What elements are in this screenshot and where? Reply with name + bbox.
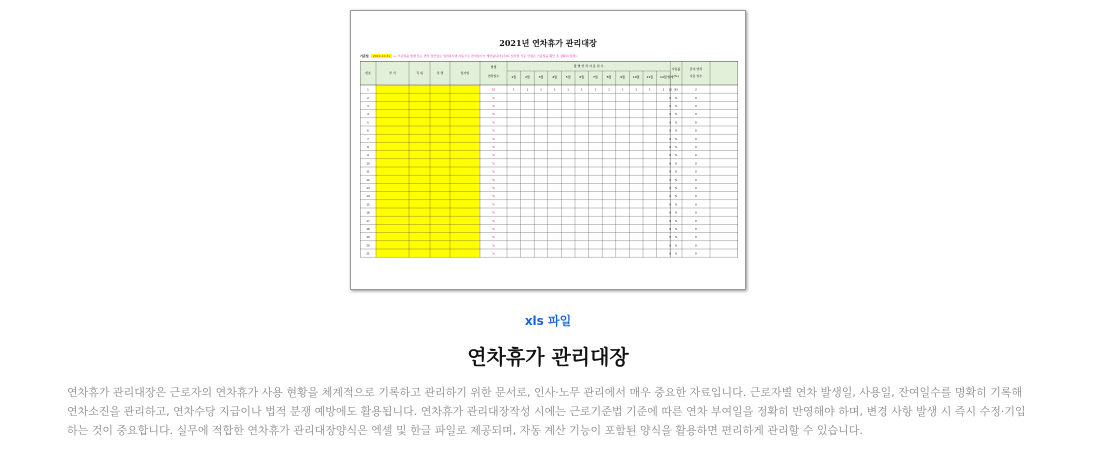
row-annual-days: 15	[491, 88, 496, 92]
row-number: 15	[366, 203, 370, 207]
row-annual-days: %	[492, 178, 495, 182]
row-total: 0	[669, 178, 672, 182]
row-total: 0	[669, 96, 672, 100]
row-remaining: 0	[695, 162, 697, 166]
row-annual-days: %	[492, 113, 495, 117]
row-annual-days: %	[492, 129, 495, 133]
row-number: 5	[367, 121, 369, 125]
row-number: 20	[366, 244, 370, 248]
row-usage-rate: %	[674, 170, 678, 174]
row-total: 0	[669, 113, 672, 117]
row-number: 18	[366, 227, 370, 231]
row-total: 0	[669, 121, 672, 125]
header-annual-top: 발생	[490, 65, 497, 69]
row-remaining: 0	[695, 252, 697, 256]
header-month: 11월	[646, 75, 654, 79]
row-annual-days: %	[492, 227, 495, 231]
header-month: 7월	[592, 75, 598, 79]
row-usage-rate: %	[674, 113, 678, 117]
row-remaining: 0	[695, 244, 697, 248]
row-annual-days: %	[492, 252, 495, 256]
row-total: 0	[669, 104, 672, 108]
leave-ledger-table	[360, 61, 738, 270]
row-annual-days: %	[492, 121, 495, 125]
file-type-link[interactable]: xls 파일	[524, 314, 572, 328]
header-total: 합계	[667, 75, 674, 79]
row-total: 0	[669, 154, 672, 158]
header-month: 6월	[579, 75, 585, 79]
document-title: 2021년 연차휴가 관리대장	[499, 38, 597, 48]
row-remaining: 0	[695, 137, 697, 141]
row-number: 11	[366, 170, 370, 174]
row-monthly-value: 1	[567, 88, 569, 92]
row-remaining: 0	[695, 129, 697, 133]
row-annual-days: %	[492, 162, 495, 166]
row-usage-rate: %	[674, 137, 678, 141]
row-remaining: 0	[695, 211, 697, 215]
row-remaining: 0	[695, 96, 697, 100]
row-usage-rate: %	[674, 244, 678, 248]
row-remaining: 0	[695, 145, 697, 149]
row-usage-rate: %	[674, 154, 678, 158]
row-number: 1	[367, 88, 369, 92]
header-month: 5월	[565, 75, 571, 79]
row-annual-days: %	[492, 195, 495, 199]
row-remaining: 0	[695, 195, 697, 199]
row-total: 0	[669, 137, 672, 141]
row-number: 12	[366, 178, 370, 182]
row-monthly-value: 1	[621, 88, 624, 92]
row-total: 13	[668, 88, 672, 92]
row-annual-days: %	[492, 137, 495, 141]
row-usage-rate: %	[674, 121, 678, 125]
row-number: 10	[366, 162, 370, 166]
header-join-date: 입사일	[460, 71, 470, 75]
row-remaining: 0	[695, 121, 697, 125]
row-usage-rate: %	[674, 178, 678, 182]
row-remaining: 0	[695, 203, 697, 207]
row-total: 0	[669, 195, 672, 199]
row-total: 0	[669, 186, 672, 190]
row-usage-rate: %	[674, 96, 678, 100]
header-month: 1월	[511, 75, 517, 79]
row-total: 0	[669, 252, 672, 256]
row-number: 3	[367, 104, 369, 108]
row-total: 0	[669, 162, 672, 166]
row-number: 13	[366, 186, 370, 190]
row-remaining: 0	[695, 236, 697, 240]
row-number: 14	[366, 195, 370, 199]
row-annual-days: %	[492, 104, 495, 108]
row-monthly-value: 1	[594, 88, 597, 92]
row-annual-days: %	[492, 96, 495, 100]
row-usage-rate: %	[674, 227, 678, 231]
input-columns-bg	[376, 85, 480, 257]
row-annual-days: %	[492, 211, 495, 215]
row-remaining: 2	[695, 88, 697, 92]
header-month: 10월	[632, 75, 640, 79]
row-usage-rate: %	[674, 162, 678, 166]
row-total: 0	[669, 236, 672, 240]
row-usage-rate: %	[674, 236, 678, 240]
row-total: 0	[669, 129, 672, 133]
header-month: 9월	[620, 75, 626, 79]
row-monthly-value: 1	[649, 88, 651, 92]
description-text: 연차휴가 관리대장은 근로자의 연차휴가 사용 현황을 체계적으로 기록하고 관리하기 위한 문서로, 인사·노무 관리에서 매우 중요한 자료입니다. 근로자별 연차 발생일, 사용일, 잔여일수를 명확히 기록해 연차소진을 관리하고, 연차수당 지급이나 법적 분쟁 예방에도 활용됩니다. 연차휴가 관리대장작성 시에는 근로기준법 기준에 따른 연차 부여일을 정확히 반영해야 하며, 변경 사항 발생 시 즉시 수정·기입하는 것이 중요합니다. 실무에 적합한 연차휴가 관리대장양식은 엑셀 및 한글 파일로 제공되며, 자동 계산 기능이 포함된 양식을 활용하면 편리하게 관리할 수 있습니다.	[67, 386, 1026, 437]
header-month: 3월	[538, 75, 544, 79]
row-remaining: 0	[695, 170, 697, 174]
row-usage-rate: %	[674, 145, 678, 149]
base-date-note: ← 기준일을 현재 또는 연차 정산일로 입력하시면 자동으로 잔여일수가 계산됩니다 (주의: 입사일 기준 산정은 기준일을 확인 후 정확히 입력)	[394, 54, 577, 58]
row-number: 16	[366, 211, 370, 215]
row-annual-days: %	[492, 244, 495, 248]
row-remaining: 0	[695, 154, 697, 158]
row-total: 0	[669, 145, 672, 149]
header-rate-bottom: (%)	[673, 74, 679, 78]
row-number: 7	[367, 137, 369, 141]
row-number: 9	[367, 154, 369, 158]
header-no: 번호	[365, 71, 371, 75]
row-monthly-value: 1	[581, 88, 583, 92]
row-number: 17	[366, 219, 370, 223]
row-remaining: 0	[695, 186, 697, 190]
row-annual-days: %	[492, 154, 495, 158]
row-usage-rate: %	[674, 252, 678, 256]
header-name: 성 명	[436, 71, 444, 75]
row-usage-rate: %	[674, 219, 678, 223]
row-usage-rate: %	[674, 203, 678, 207]
row-remaining: 0	[695, 219, 697, 223]
row-total: 0	[669, 219, 672, 223]
row-total: 0	[669, 170, 672, 174]
page-title: 연차휴가 관리대장	[467, 345, 629, 369]
header-remain-top: 잔여 연차	[689, 67, 703, 71]
row-usage-rate: 83	[674, 88, 678, 92]
row-monthly-value: 1	[526, 88, 529, 92]
row-number: 8	[367, 145, 369, 149]
row-monthly-value: 1	[553, 88, 556, 92]
row-remaining: 0	[695, 104, 697, 108]
row-number: 19	[366, 236, 370, 240]
row-total: 0	[669, 227, 672, 231]
row-number: 2	[367, 96, 369, 100]
row-total: 0	[669, 203, 672, 207]
row-monthly-value: 1	[513, 88, 515, 92]
header-usage-group: 월 별 연 차 사 용 일 수	[573, 64, 604, 68]
row-annual-days: %	[492, 203, 495, 207]
header-rate-top: 사용률	[671, 67, 681, 71]
row-usage-rate: %	[674, 104, 678, 108]
row-total: 0	[669, 211, 672, 215]
computed-columns-bg	[480, 85, 738, 257]
row-usage-rate: %	[674, 186, 678, 190]
document-preview-image[interactable]	[350, 10, 746, 290]
row-monthly-value: 1	[635, 88, 637, 92]
row-annual-days: %	[492, 186, 495, 190]
base-date-row	[360, 53, 577, 60]
row-remaining: 0	[695, 178, 697, 182]
base-date-label: 기준일	[360, 54, 369, 58]
row-annual-days: %	[492, 236, 495, 240]
row-annual-days: %	[492, 219, 495, 223]
base-date-value: 2021-12-31	[372, 54, 391, 58]
header-remain-bottom: 사용 일수	[689, 74, 703, 78]
row-remaining: 0	[695, 227, 697, 231]
header-month: 4월	[552, 75, 558, 79]
row-number: 21	[366, 252, 370, 256]
row-number: 6	[367, 129, 369, 133]
header-month: 2월	[524, 75, 530, 79]
row-number: 4	[367, 113, 369, 117]
row-total: 0	[669, 244, 672, 248]
header-annual-bottom: 연차일수	[487, 74, 500, 78]
row-usage-rate: %	[674, 129, 678, 133]
row-annual-days: %	[492, 145, 495, 149]
header-month: 8월	[606, 75, 612, 79]
header-dept: 부 서	[389, 71, 396, 75]
row-usage-rate: %	[674, 211, 678, 215]
row-monthly-value: 1	[608, 88, 610, 92]
row-remaining: 0	[695, 113, 697, 117]
row-usage-rate: %	[674, 195, 678, 199]
header-position: 직 위	[416, 71, 423, 75]
row-monthly-value: 2	[662, 88, 665, 92]
row-monthly-value: 1	[540, 88, 542, 92]
header-month: 12월	[660, 75, 667, 79]
row-annual-days: %	[492, 170, 495, 174]
